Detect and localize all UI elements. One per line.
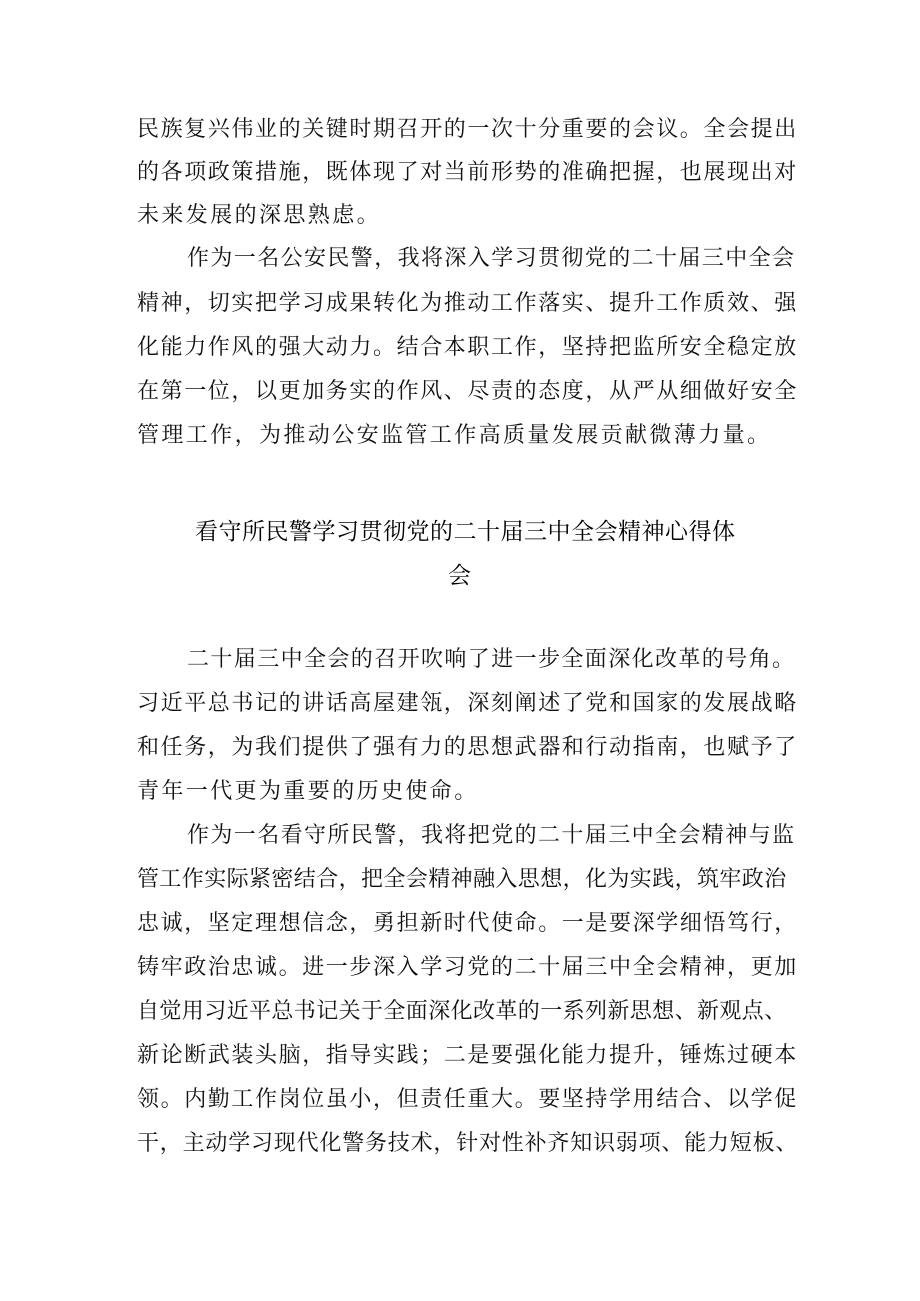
paragraph-line: 民族复兴伟业的关键时期召开的一次十分重要的会议。全会提出: [137, 117, 798, 142]
paragraph-line: 未来发展的深思熟虑。: [137, 203, 382, 228]
paragraph-line: 作为一名公安民警，我将深入学习贯彻党的二十届三中全会: [187, 246, 796, 271]
paragraph-line: 精神，切实把学习成果转化为推动工作落实、提升工作质效、强: [137, 291, 798, 316]
paragraph-line: 领。内勤工作岗位虽小，但责任重大。要坚持学用结合、以学促: [137, 1087, 798, 1112]
paragraph-line: 自觉用习近平总书记关于全面深化改革的一系列新思想、新观点、: [137, 999, 787, 1024]
paragraph-line: 作为一名看守所民警，我将把党的二十届三中全会精神与监: [187, 823, 796, 848]
paragraph-line: 铸牢政治忠诚。进一步深入学习党的二十届三中全会精神，更加: [137, 955, 798, 980]
paragraph-line: 的各项政策措施，既体现了对当前形势的准确把握，也展现出对: [137, 160, 798, 185]
paragraph-line: 青年一代更为重要的历史使命。: [137, 779, 479, 804]
paragraph-line: 化能力作风的强大动力。结合本职工作，坚持把监所安全稳定放: [137, 335, 798, 360]
paragraph-line: 忠诚，坚定理想信念，勇担新时代使命。一是要深学细悟笃行，: [137, 911, 798, 936]
paragraph-line: 和任务，为我们提供了强有力的思想武器和行动指南，也赋予了: [137, 735, 798, 760]
title-line: 会: [448, 563, 472, 589]
title-line: 看守所民警学习贯彻党的二十届三中全会精神心得体: [195, 519, 736, 545]
paragraph-line: 二十届三中全会的召开吹响了进一步全面深化改革的号角。: [187, 647, 796, 672]
paragraph-line: 习近平总书记的讲话高屋建瓴，深刻阐述了党和国家的发展战略: [137, 691, 798, 716]
paragraph-line: 新论断武装头脑，指导实践；二是要强化能力提升，锤炼过硬本: [137, 1043, 798, 1068]
paragraph-line: 干，主动学习现代化警务技术，针对性补齐知识弱项、能力短板、: [137, 1131, 799, 1156]
paragraph-line: 管工作实际紧密结合，把全会精神融入思想，化为实践，筑牢政治: [137, 867, 787, 892]
paragraph-line: 管理工作，为推动公安监管工作高质量发展贡献微薄力量。: [137, 423, 772, 448]
paragraph-line: 在第一位，以更加务实的作风、尽责的态度，从严从细做好安全: [137, 379, 798, 404]
